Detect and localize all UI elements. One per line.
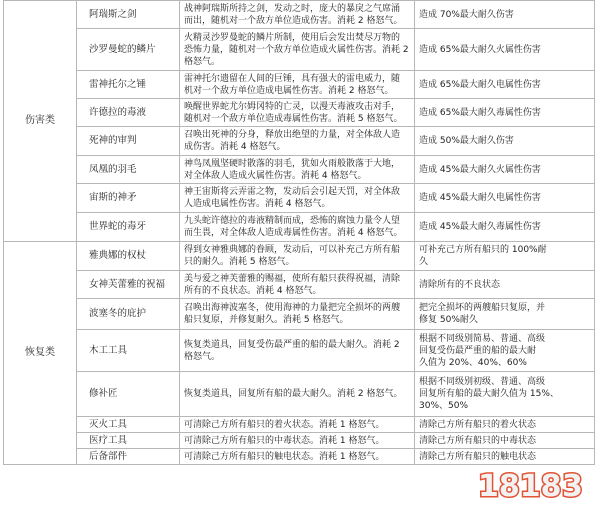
item-description [180,99,415,127]
effect-line: 造成 65%最大耐久火属性伤害 [419,44,541,55]
item-effect [415,213,595,242]
description-line: 人造成电属性伤害。消耗 4 格怒气。 [184,199,331,209]
description-line: 可清除己方所有船只的触电状态。消耗 1 格怒气。 [184,451,385,462]
item-effect [415,156,595,184]
effect-line: 清除所有的不良状态 [419,279,501,290]
1818-logo-watermark [474,462,594,506]
item-effect [415,99,595,127]
item-table [3,0,595,465]
effect-line: 久 [419,257,429,267]
item-effect [415,433,595,449]
item-description [180,213,415,242]
item-name: 沙罗曼蛇的鳞片 [77,29,180,71]
item-description [180,1,415,29]
item-table-body [4,1,595,465]
item-effect [415,242,595,271]
description-line: 所有的不良状态。消耗 4 格怒气。 [184,285,322,296]
item-effect [415,299,595,330]
item-effect [415,29,595,71]
description-line: 战神阿瑞斯所持之剑，发动之时，庞大的暴戾之气席涌 [184,3,401,14]
description-line: 随机对一个敌方单位造成毒属性伤害。消耗 5 格怒气。 [184,113,403,124]
table-row [4,299,595,330]
item-name: 女神芙蕾雅的祝福 [77,271,180,299]
table-row [4,184,595,213]
item-description [180,433,415,449]
effect-line: 可补充己方所有船只的 100%耐 [419,245,547,255]
table-row [4,127,595,156]
item-name: 后备部件 [77,449,180,465]
description-line: 只的耐久。消耗 5 格怒气。 [184,257,295,267]
table-row [4,372,595,417]
effect-line: 造成 45%最大耐久毒属性伤害 [419,222,541,232]
table-row [4,242,595,271]
effect-line: 造成 50%最大耐久伤害 [419,136,514,146]
description-line: 格怒气。 [184,351,221,362]
description-line: 对全体敌人造成火属性伤害。消耗 4 格怒气。 [184,170,367,181]
effect-line: 造成 45%最大耐久火属性伤害 [419,164,541,175]
item-effect [415,330,595,372]
description-line: 可清除己方所有船只的着火状态。消耗 1 格怒气。 [184,419,385,430]
description-line: 恢复类道具，回复受伤最严重的船的最大耐久。消耗 2 [184,339,400,350]
item-name: 阿瑞斯之剑 [77,1,180,29]
item-description [180,417,415,433]
description-line: 雷神托尔遗留在人间的巨锤，具有强大的雷电威力，随 [184,73,401,84]
item-name: 死神的审判 [77,127,180,156]
item-name: 医疗工具 [77,433,180,449]
effect-line: 清除己方所有船只的中毒状态 [419,435,537,446]
item-effect [415,184,595,213]
effect-line: 修复 50%耐久 [419,315,478,325]
effect-line: 根据不同级别初级、普通、高级 [419,377,546,387]
description-line: 九头蛇许德拉的毒液精制而成，恐怖的腐蚀力量令人望 [184,216,401,226]
effect-line: 根据不同级别简易、普通、高级 [419,333,546,344]
item-description [180,29,415,71]
effect-line: 清除己方所有船只的着火状态 [419,419,537,430]
table-row [4,156,595,184]
description-line: 成伤害。消耗 4 格怒气。 [184,142,286,152]
item-description [180,184,415,213]
item-description [180,156,415,184]
description-line: 唤醒世界蛇尤尔姆冈特的亡灵，以漫天毒液攻击对手， [184,101,401,112]
table-row [4,29,595,71]
description-line: 召唤出海神波塞冬，使用海神的力量把完全损坏的两艘 [184,303,401,313]
effect-line: 回复所有船的最大耐久值为 15%、 [419,389,559,399]
description-line: 而生畏，对全体敌人造成毒属性伤害。消耗 4 格怒气。 [184,228,403,238]
item-description [180,271,415,299]
effect-line: 造成 65%最大耐久毒属性伤害 [419,107,541,118]
svg-text:1818: 1818 [478,469,562,504]
description-line: 而出，随机对一个敌方单位造成伤害。消耗 2 格怒气。 [184,15,403,26]
item-name: 波塞冬的庇护 [77,299,180,330]
item-description [180,449,415,465]
description-line: 恢复类道具，回复所有船的最大耐久。消耗 2 格怒气。 [184,389,403,399]
item-name: 修补匠 [77,372,180,417]
description-line: 得到女神雅典娜的眷顾，发动后，可以补充己方所有船 [184,245,401,255]
item-name: 宙斯的神矛 [77,184,180,213]
effect-line: 清除己方所有船只的触电状态 [419,451,537,462]
table-row [4,417,595,433]
item-description [180,299,415,330]
table-row [4,71,595,99]
item-description [180,71,415,99]
description-line: 美与爱之神芙蕾雅的赐福，使所有船只获得祝福，清除 [184,273,401,284]
description-line: 船只复原，并修复耐久。消耗 5 格怒气。 [184,315,349,325]
item-description [180,127,415,156]
description-line: 召唤出死神的分身，释放出绝望的力量，对全体敌人造 [184,130,401,140]
effect-line: 30%、50% [419,401,469,411]
svg-text:3: 3 [562,469,583,504]
description-line: 格怒气。 [184,56,221,67]
category-label: 恢复类 [4,242,77,465]
item-effect [415,417,595,433]
description-line: 可清除己方所有船只的中毒状态。消耗 1 格怒气。 [184,435,385,446]
description-line: 神王宙斯将云弄雷之物，发动后会引起天罚，对全体敌 [184,187,401,197]
table-row [4,271,595,299]
table-row [4,99,595,127]
item-description [180,330,415,372]
category-label: 伤害类 [4,1,77,242]
item-name: 灭火工具 [77,417,180,433]
item-effect [415,271,595,299]
table-row [4,433,595,449]
table-row [4,213,595,242]
effect-line: 造成 45%最大耐久电属性伤害 [419,193,541,203]
description-line: 机对一个敌方单位造成电属性伤害。消耗 2 格怒气。 [184,85,394,96]
item-name: 凤凰的羽毛 [77,156,180,184]
item-effect [415,127,595,156]
item-name: 雅典娜的权杖 [77,242,180,271]
effect-line: 久值为 20%、40%、60% [419,357,527,368]
table-row [4,330,595,372]
description-line: 神鸟凤凰坚硬时散落的羽毛，犹如火雨般散落于大地， [184,158,401,169]
item-name: 世界蛇的毒牙 [77,213,180,242]
item-name: 木工工具 [77,330,180,372]
effect-line: 回复受伤最严重的船的最大耐 [419,345,537,356]
description-line: 恐怖力量，随机对一个敌方单位造成火属性伤害。消耗 2 [184,44,409,55]
item-effect [415,71,595,99]
table-row [4,1,595,29]
effect-line: 造成 70%最大耐久伤害 [419,9,514,20]
item-effect [415,1,595,29]
item-name: 雷神托尔之锤 [77,71,180,99]
effect-line: 造成 65%最大耐久电属性伤害 [419,79,541,90]
effect-line: 把完全损坏的两艘船只复原，并 [419,303,546,313]
item-effect [415,372,595,417]
item-name: 许德拉的毒液 [77,99,180,127]
item-description [180,242,415,271]
item-description [180,372,415,417]
description-line: 火精灵沙罗曼蛇的鳞片所制，使用后会发出焚尽万物的 [184,32,401,43]
